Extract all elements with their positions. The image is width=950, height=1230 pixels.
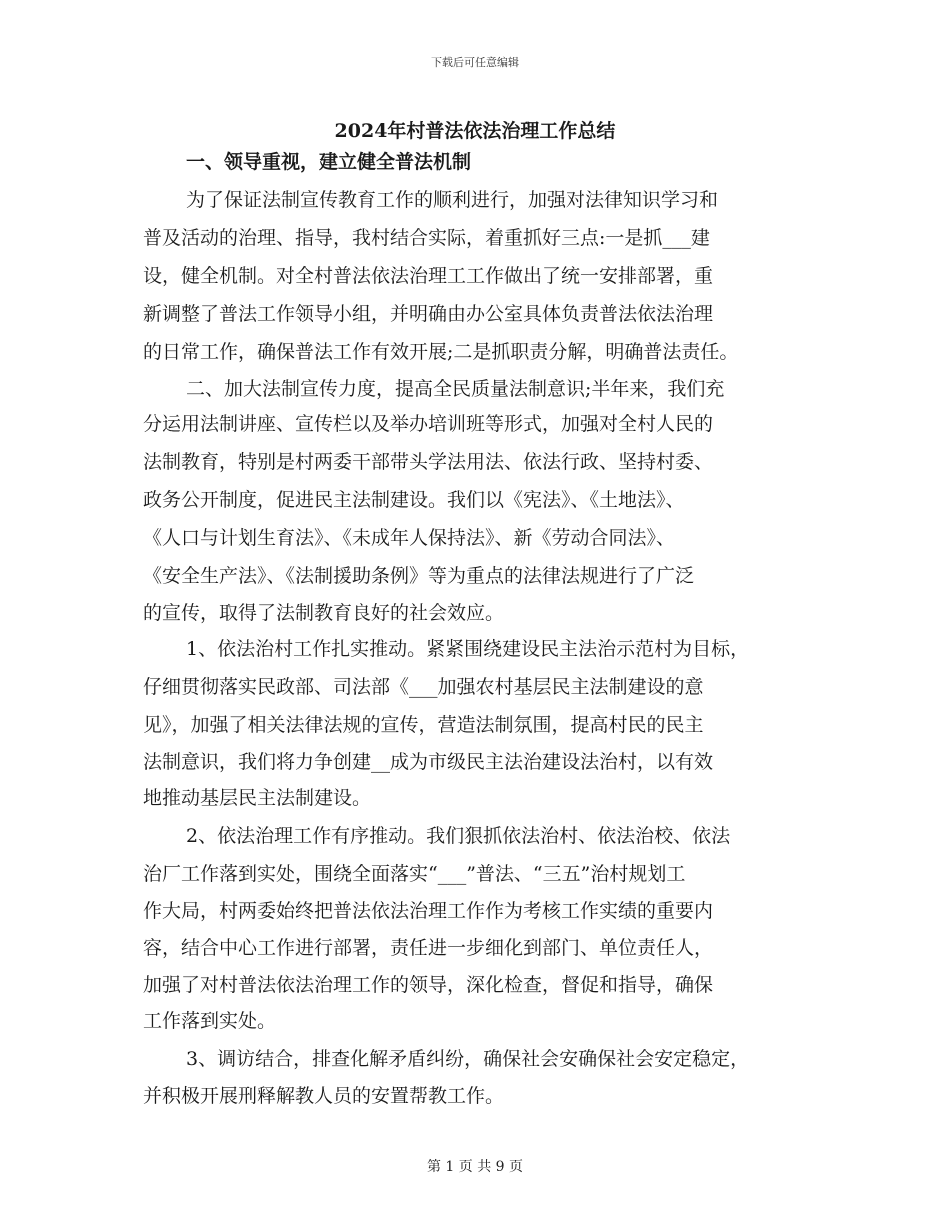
- paragraph-line: 《人口与计划生育法》、《未成年人保持法》、新《劳动合同法》、: [143, 527, 676, 549]
- paragraph-line: 《安全生产法》、《法制援助条例》等为重点的法律法规进行了广泛: [143, 565, 695, 587]
- paragraph-line: 新调整了普法工作领导小组，并明确由办公室具体负责普法依法治理: [143, 303, 714, 325]
- header-note: 下载后可任意编辑: [431, 56, 519, 69]
- page-footer: 第 1 页 共 9 页: [426, 1159, 524, 1175]
- paragraph-line: 二、加大法制宣传力度，提高全民质量法制意识;半年来，我们充: [186, 378, 725, 400]
- paragraph-line: 作大局，村两委始终把普法依法治理工作作为考核工作实绩的重要内: [143, 900, 714, 922]
- paragraph-line: 2、依法治理工作有序推动。我们狠抓依法治村、依法治校、依法: [186, 825, 731, 847]
- paragraph-line: 的宣传，取得了法制教育良好的社会效应。: [143, 602, 505, 624]
- paragraph-line: 法制意识，我们将力争创建__成为市级民主法治建设法治村，以有效: [143, 751, 714, 773]
- paragraph-line: 并积极开展刑释解教人员的安置帮教工作。: [143, 1085, 505, 1107]
- paragraph-line: 设，健全机制。对全村普法依法治理工工作做出了统一安排部署，重: [143, 265, 714, 287]
- paragraph-line: 1、依法治村工作扎实推动。紧紧围绕建设民主法治示范村为目标，: [186, 638, 750, 660]
- paragraph-line: 加强了对村普法依法治理工作的领导，深化检查，督促和指导，确保: [143, 974, 714, 996]
- paragraph-line: 的日常工作，确保普法工作有效开展;二是抓职责分解，明确普法责任。: [143, 341, 739, 363]
- paragraph-line: 分运用法制讲座、宣传栏以及举办培训班等形式，加强对全村人民的: [143, 413, 714, 435]
- paragraph-line: 容，结合中心工作进行部署，责任进一步细化到部门、单位责任人，: [143, 937, 714, 959]
- paragraph-line: 见》，加强了相关法律法规的宣传，营造法制氛围，提高村民的民主: [143, 714, 704, 736]
- paragraph-line: 为了保证法制宣传教育工作的顺利进行，加强对法律知识学习和: [186, 189, 719, 211]
- paragraph-line: 3、调访结合，排查化解矛盾纠纷，确保社会安确保社会安定稳定，: [186, 1048, 750, 1070]
- paragraph-line: 工作落到实处。: [143, 1010, 277, 1032]
- paragraph-line: 地推动基层民主法制建设。: [143, 787, 372, 809]
- section-heading: 一、领导重视，建立健全普法机制: [186, 151, 472, 173]
- paragraph-line: 仔细贯彻落实民政部、司法部《___加强农村基层民主法制建设的意: [143, 676, 704, 698]
- paragraph-line: 普及活动的治理、指导，我村结合实际，着重抓好三点:一是抓___建: [143, 227, 710, 249]
- paragraph-line: 政务公开制度，促进民主法制建设。我们以《宪法》、《土地法》、: [143, 489, 685, 511]
- paragraph-line: 法制教育，特别是村两委干部带头学法用法、依法行政、坚持村委、: [143, 451, 714, 473]
- paragraph-line: 治厂工作落到实处，围绕全面落实“___”普法、“三五”治村规划工: [143, 863, 686, 885]
- document-title: 2024年村普法依法治理工作总结: [334, 120, 616, 142]
